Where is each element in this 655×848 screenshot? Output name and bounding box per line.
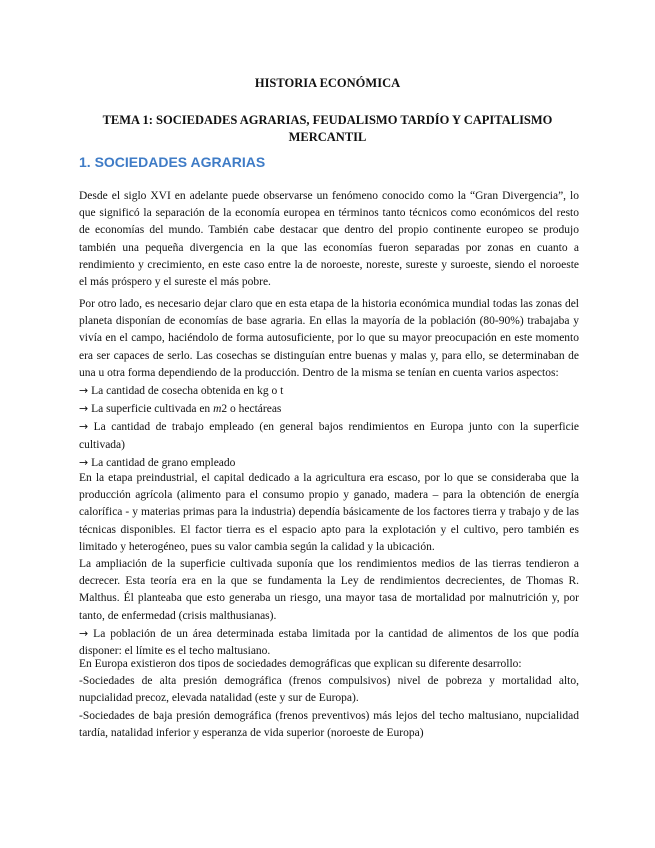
paragraph-text: En la etapa preindustrial, el capital dedicado a la agricultura era escaso, por lo que se consideraba que la producción agrícola (alimento para el consumo propio y ganado, madera – para la obtención de energía calorífica - y materias primas para la industria) dependía básicamente de los factores tierra y trabajo y de las técnicas disponibles. El factor tierra es el espacio apto para la explotación y el cultivo, pero también es limitado y heterogéneo, pues su valor cambia según la calidad y la ubicación. [79, 472, 579, 553]
paragraph-economia-agraria [79, 296, 579, 472]
arrow-right-icon: → [79, 626, 89, 640]
aspect-text: La cantidad de trabajo empleado (en general bajos rendimientos en Europa junto con la superficie cultivada) [79, 421, 580, 451]
aspect-item-cosecha [79, 382, 579, 400]
math-unit: m [213, 403, 222, 416]
paragraph-text-techo [79, 625, 579, 660]
aspect-text: La superficie cultivada en [91, 403, 211, 416]
section-heading: 1. SOCIEDADES AGRARIAS [79, 154, 266, 170]
paragraph-text: La población de un área determinada estaba limitada por la cantidad de alimentos de los que podía disponer: el límite es el techo maltusiano. [79, 627, 580, 658]
paragraph-sociedades-demograficas [79, 656, 579, 742]
arrow-right-icon: → [79, 402, 89, 416]
paragraph-intro: En Europa existieron dos tipos de sociedades demográficas que explican su diferente desarrollo: [79, 658, 522, 670]
aspect-item-trabajo [79, 418, 579, 453]
list-item-alta-presion: -Sociedades de alta presión demográfica (frenos compulsivos) nivel de pobreza y mortalidad alto, nupcialidad precoz, elevada natalidad (este y sur de Europa). [79, 675, 579, 705]
document-title: HISTORIA ECONÓMICA [254, 76, 401, 90]
aspect-item-superficie [79, 400, 579, 418]
aspect-text: La cantidad de cosecha obtenida en kg o t [91, 385, 284, 398]
paragraph-gran-divergencia [79, 188, 579, 291]
paragraph-etapa-preindustrial [79, 470, 579, 660]
arrow-right-icon: → [79, 455, 89, 469]
list-item-baja-presion: -Sociedades de baja presión demográfica (frenos preventivos) más lejos del techo maltusiano, nupcialidad tardía, natalidad inferior y esperanza de vida superior (noroeste de Europa) [79, 709, 579, 739]
arrow-right-icon: → [79, 420, 89, 434]
paragraph-text: Por otro lado, es necesario dejar claro que en esta etapa de la historia económica mundial todas las zonas del planeta disponían de economías de base agraria. En ellas la mayoría de la población (80-90%) trabajaba y vivía en el campo, haciéndolo de forma autosuficiente, por lo que su mayor preocupación en este momento era ser capaces de serlo. Las cosechas se distinguían entre buenas y malas y, para ello, se determinaban de una u otra forma dependiendo de la producción. Dentro de la misma se tenían en cuenta varios aspectos: [79, 298, 579, 379]
topic-title: TEMA 1: SOCIEDADES AGRARIAS, FEUDALISMO TARDÍO Y CAPITALISMO MERCANTIL [102, 113, 553, 144]
aspect-text: La cantidad de grano empleado [91, 456, 236, 469]
paragraph-text-malthus: La ampliación de la superficie cultivada suponía que los rendimientos medios de las tierras tendieron a decrecer. Esta teoría era en la que se fundamenta la Ley de rendimientos decrecientes, de Thomas R. Malthus. Él planteaba que esto generaba un riesgo, una mayor tasa de mortalidad por malnutrición y, por tanto, de enfermedad (crisis malthusianas). [79, 558, 579, 622]
aspect-text: 2 o hectáreas [221, 403, 282, 416]
arrow-right-icon: → [79, 384, 89, 398]
paragraph-text: Desde el siglo XVI en adelante puede observarse un fenómeno conocido como la “Gran Divergencia”, lo que significó la separación de la economía europea en términos tanto técnicos como económicos del resto de economías del mundo. También cabe destacar que dentro del propio continente europeo se produjo también una pequeña divergencia en la que las economías fueron separadas por zonas en cuanto a rendimiento y crecimiento, en este caso entre la de noroeste, noreste, sureste y suroeste, siendo el noroeste el más próspero y el sureste el más pobre. [79, 190, 579, 289]
